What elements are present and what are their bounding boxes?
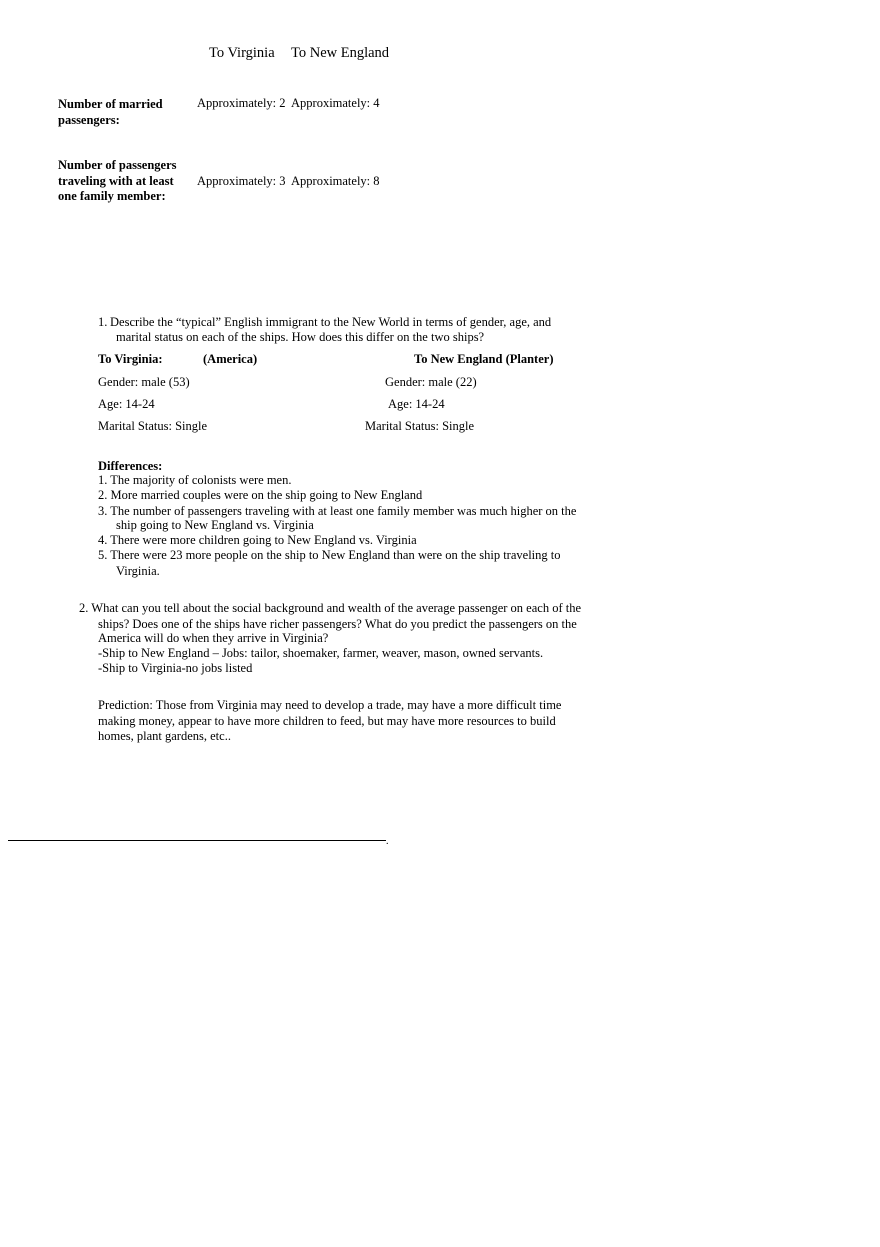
virginia-gender: Gender: male (53): [98, 375, 190, 389]
cell-married-virginia: Approximately: 2: [197, 96, 286, 110]
footnote-separator: [8, 840, 386, 841]
column-header-virginia: To Virginia: [209, 45, 275, 61]
row-label-family: Number of passengers traveling with at least one family member:: [58, 158, 177, 203]
difference-item-continued: Virginia.: [116, 564, 160, 578]
difference-item: 4. There were more children going to New England vs. Virginia: [98, 533, 417, 547]
virginia-marital-status: Marital Status: Single: [98, 419, 208, 433]
row-label-married: Number of married passengers:: [58, 97, 163, 127]
prediction-line2: making money, appear to have more children to feed, but may have more resources to build: [98, 714, 556, 728]
question-1-text-line1: Describe the “typical” English immigrant to the New World in terms of gender, age, and: [110, 315, 552, 329]
prediction-line3: homes, plant gardens, etc..: [98, 729, 231, 743]
differences-heading: Differences:: [98, 459, 163, 473]
question-1-text-line2: marital status on each of the ships. How does this differ on the two ships?: [116, 330, 485, 344]
difference-item: 3. The number of passengers traveling with at least one family member was much higher on the: [98, 504, 577, 518]
column-header-new-england: To New England: [291, 45, 390, 61]
cell-married-new-england: Approximately: 4: [291, 96, 380, 110]
answer-virginia-jobs: -Ship to Virginia-no jobs listed: [98, 661, 253, 675]
difference-item: 5. There were 23 more people on the ship to New England than were on the ship traveling to: [98, 548, 561, 562]
difference-item-continued: ship going to New England vs. Virginia: [116, 518, 314, 532]
cell-family-new-england: Approximately: 8: [291, 174, 380, 188]
footnote-mark: .: [386, 836, 389, 847]
virginia-age: Age: 14-24: [98, 397, 155, 411]
difference-item: 2. More married couples were on the ship going to New England: [98, 488, 423, 502]
virginia-ship-name: (America): [203, 352, 258, 366]
answer-new-england-jobs: -Ship to New England – Jobs: tailor, shoemaker, farmer, weaver, mason, owned servants.: [98, 646, 544, 660]
question-2-line1: 2. What can you tell about the social background and wealth of the average passenger on each of the: [79, 601, 582, 615]
question-2-line2: ships? Does one of the ships have richer passengers? What do you predict the passengers on the: [98, 617, 577, 631]
new-england-gender: Gender: male (22): [385, 375, 477, 389]
virginia-heading: To Virginia:: [98, 352, 163, 366]
difference-item: 1. The majority of colonists were men.: [98, 473, 292, 487]
question-2-line3: America will do when they arrive in Virginia?: [98, 631, 329, 645]
prediction-line1: Prediction: Those from Virginia may need to develop a trade, may have a more difficult time: [98, 698, 562, 712]
new-england-age: Age: 14-24: [388, 397, 445, 411]
cell-family-virginia: Approximately: 3: [197, 174, 286, 188]
question-1-number: 1.: [98, 315, 108, 329]
new-england-marital-status: Marital Status: Single: [365, 419, 475, 433]
new-england-heading: To New England (Planter): [414, 352, 554, 366]
